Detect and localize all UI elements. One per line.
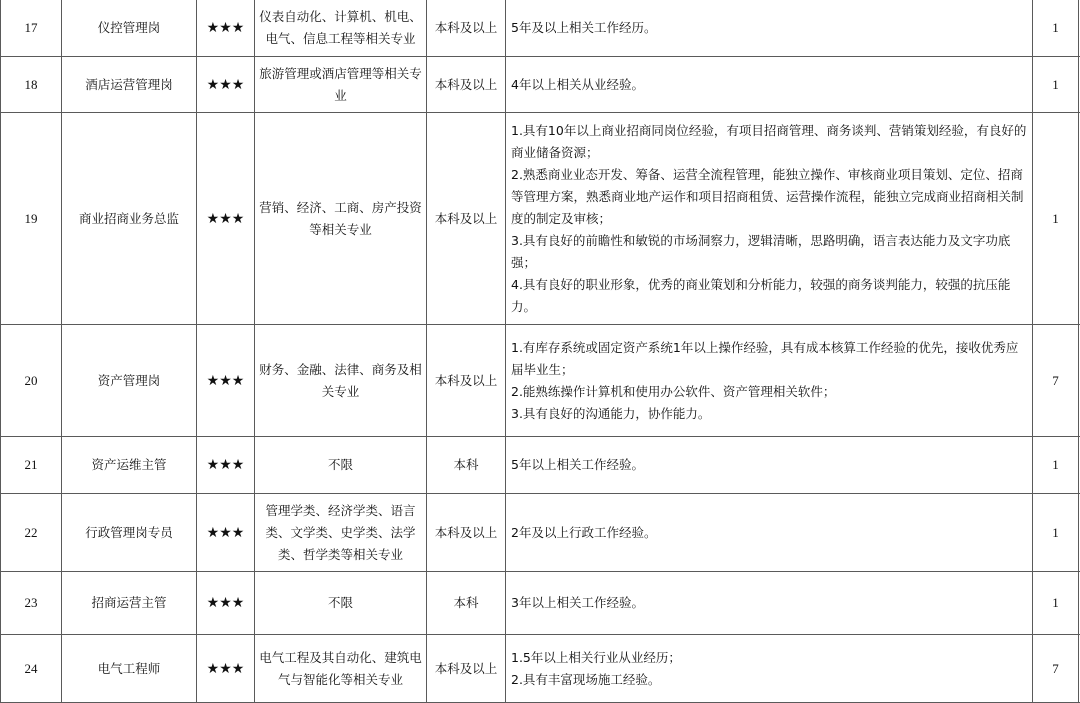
star-rating: ★★★	[197, 494, 255, 572]
major-requirement: 仪表自动化、计算机、机电、电气、信息工程等相关专业	[255, 0, 427, 57]
major-requirement: 营销、经济、工商、房产投资等相关专业	[255, 113, 427, 325]
position-name: 资产运维主管	[62, 437, 197, 494]
row-number: 21	[1, 437, 62, 494]
requirement-line: 3.具有良好的沟通能力，协作能力。	[511, 403, 1027, 425]
job-requirements	[506, 572, 1033, 635]
job-requirements	[506, 437, 1033, 494]
table-row	[1, 635, 1080, 703]
table-row	[1, 494, 1080, 572]
education-level: 本科及以上	[427, 0, 506, 57]
hire-count: 7	[1033, 325, 1079, 437]
job-requirements	[506, 494, 1033, 572]
requirement-line: 3.具有良好的前瞻性和敏锐的市场洞察力，逻辑清晰，思路明确，语言表达能力及文字功底强；	[511, 230, 1027, 274]
row-number: 24	[1, 635, 62, 703]
row-number: 17	[1, 0, 62, 57]
requirement-line: 4年以上相关从业经验。	[511, 74, 1027, 96]
requirement-line: 2.能熟练操作计算机和使用办公软件、资产管理相关软件；	[511, 381, 1027, 403]
job-requirements	[506, 113, 1033, 325]
hire-count: 7	[1033, 635, 1079, 703]
star-rating: ★★★	[197, 325, 255, 437]
requirement-line: 2.熟悉商业业态开发、筹备、运营全流程管理，能独立操作、审核商业项目策划、定位、招商等管理方案，熟悉商业地产运作和项目招商租赁、运营操作流程，能独立完成商业招商相关制度的制定及审核；	[511, 164, 1027, 230]
row-number: 20	[1, 325, 62, 437]
hire-count: 1	[1033, 494, 1079, 572]
job-requirements	[506, 57, 1033, 113]
major-requirement: 不限	[255, 437, 427, 494]
position-name: 酒店运营管理岗	[62, 57, 197, 113]
major-requirement: 财务、金融、法律、商务及相关专业	[255, 325, 427, 437]
table-row	[1, 437, 1080, 494]
education-level: 本科及以上	[427, 325, 506, 437]
education-level: 本科	[427, 572, 506, 635]
requirement-line: 5年以上相关工作经验。	[511, 454, 1027, 476]
requirement-line: 2年及以上行政工作经验。	[511, 522, 1027, 544]
star-rating: ★★★	[197, 113, 255, 325]
table-row	[1, 113, 1080, 325]
row-number: 22	[1, 494, 62, 572]
education-level: 本科及以上	[427, 635, 506, 703]
hire-count: 1	[1033, 57, 1079, 113]
hire-count: 1	[1033, 437, 1079, 494]
star-rating: ★★★	[197, 0, 255, 57]
position-name: 电气工程师	[62, 635, 197, 703]
requirement-line: 5年及以上相关工作经历。	[511, 17, 1027, 39]
hire-count: 1	[1033, 0, 1079, 57]
education-level: 本科及以上	[427, 113, 506, 325]
position-name: 资产管理岗	[62, 325, 197, 437]
requirement-line: 3年以上相关工作经验。	[511, 592, 1027, 614]
job-requirements	[506, 325, 1033, 437]
row-number: 18	[1, 57, 62, 113]
position-name: 招商运营主管	[62, 572, 197, 635]
job-requirements	[506, 0, 1033, 57]
major-requirement: 不限	[255, 572, 427, 635]
requirement-line: 4.具有良好的职业形象，优秀的商业策划和分析能力，较强的商务谈判能力，较强的抗压能力。	[511, 274, 1027, 318]
hire-count: 1	[1033, 113, 1079, 325]
star-rating: ★★★	[197, 57, 255, 113]
requirement-line: 1.有库存系统或固定资产系统1年以上操作经验，具有成本核算工作经验的优先，接收优秀应届毕业生；	[511, 337, 1027, 381]
star-rating: ★★★	[197, 572, 255, 635]
job-requirements	[506, 635, 1033, 703]
position-name: 商业招商业务总监	[62, 113, 197, 325]
row-number: 23	[1, 572, 62, 635]
table-row	[1, 0, 1080, 57]
table-body	[1, 0, 1080, 703]
table-row	[1, 57, 1080, 113]
major-requirement: 旅游管理或酒店管理等相关专业	[255, 57, 427, 113]
position-name: 行政管理岗专员	[62, 494, 197, 572]
table-row	[1, 572, 1080, 635]
table-row	[1, 325, 1080, 437]
major-requirement: 电气工程及其自动化、建筑电气与智能化等相关专业	[255, 635, 427, 703]
star-rating: ★★★	[197, 635, 255, 703]
requirement-line: 1.具有10年以上商业招商同岗位经验，有项目招商管理、商务谈判、营销策划经验，有良好的商业储备资源；	[511, 120, 1027, 164]
star-rating: ★★★	[197, 437, 255, 494]
requirement-line: 1.5年以上相关行业从业经历；	[511, 647, 1027, 669]
requirement-line: 2.具有丰富现场施工经验。	[511, 669, 1027, 691]
major-requirement: 管理学类、经济学类、语言类、文学类、史学类、法学类、哲学类等相关专业	[255, 494, 427, 572]
education-level: 本科及以上	[427, 494, 506, 572]
position-name: 仪控管理岗	[62, 0, 197, 57]
education-level: 本科	[427, 437, 506, 494]
row-number: 19	[1, 113, 62, 325]
education-level: 本科及以上	[427, 57, 506, 113]
hire-count: 1	[1033, 572, 1079, 635]
